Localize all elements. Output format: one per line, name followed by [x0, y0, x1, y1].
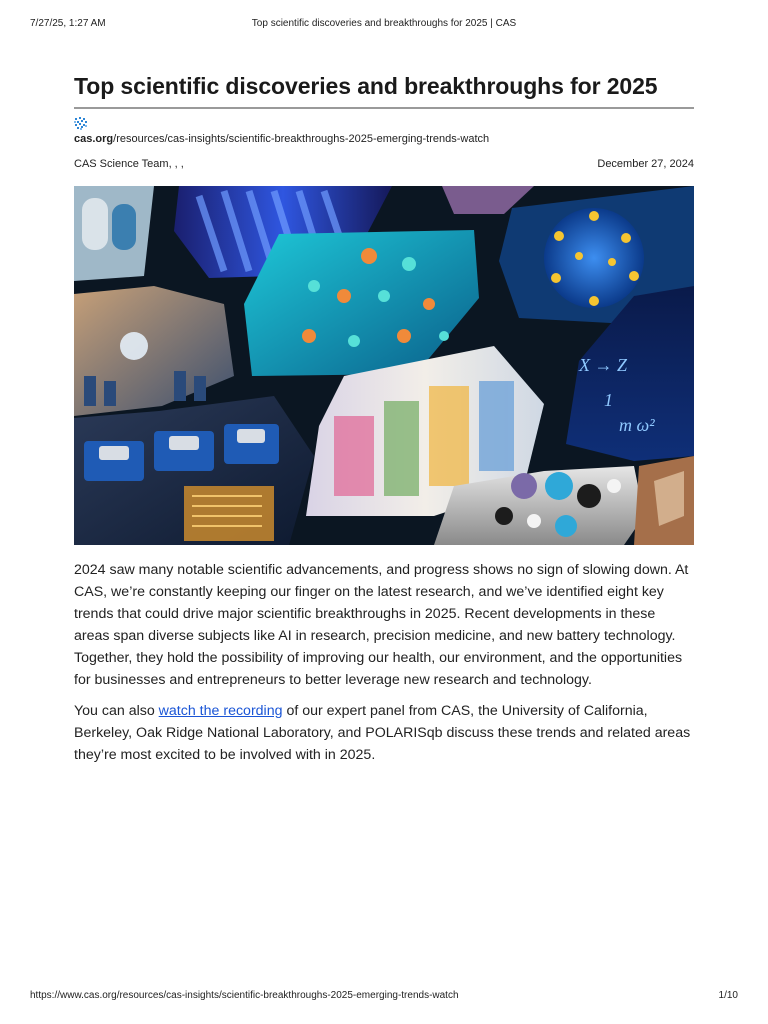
article-meta [74, 158, 694, 172]
recording-text-before: You can also [74, 703, 159, 719]
cas-favicon-icon [74, 117, 88, 130]
source-domain: cas.org [74, 133, 114, 145]
print-timestamp: 7/27/25, 1:27 AM [30, 18, 106, 29]
recording-paragraph [74, 700, 694, 766]
hero-image [74, 186, 694, 545]
article-title: Top scientific discoveries and breakthroughs for 2025 [74, 73, 658, 99]
print-document-title: Top scientific discoveries and breakthroughs for 2025 | CAS [251, 18, 517, 29]
title-divider [74, 107, 694, 109]
watch-recording-link[interactable]: watch the recording [158, 703, 283, 719]
article [74, 70, 694, 775]
print-header [30, 18, 738, 32]
svg-text:m ω²: m ω² [619, 415, 655, 435]
article-authors: CAS Science Team, , , [74, 158, 184, 170]
print-footer [30, 990, 738, 1004]
recording-text-after: of our expert panel from CAS, the University of California, Berkeley, Oak Ridge National Laboratory, and POLARISqb discuss these trends and related areas they’re most excited to be involved with in 2025. [74, 703, 691, 763]
source-url[interactable] [74, 133, 489, 145]
intro-paragraph: 2024 saw many notable scientific advancements, and progress shows no sign of slowing down. At CAS, we’re constantly keeping our finger on the latest research, and we’ve identified eight key trends that could drive major scientific breakthroughs in 2025. Recent developments in these areas span diverse subjects like AI in research, precision medicine, and new battery technology. Together, they hold the possibility of improving our health, our environment, and the opportunities for businesses and entrepreneurs to better leverage new research and technology. [74, 562, 689, 688]
print-footer-url: https://www.cas.org/resources/cas-insights/scientific-breakthroughs-2025-emerging-trends-watch [30, 990, 459, 1001]
page-number: 1/10 [718, 990, 738, 1001]
article-date: December 27, 2024 [597, 158, 694, 170]
article-body [74, 559, 694, 766]
source-path: /resources/cas-insights/scientific-breakthroughs-2025-emerging-trends-watch [113, 133, 490, 145]
svg-text:X → Z: X → Z [579, 355, 628, 375]
source-link[interactable] [74, 117, 694, 147]
svg-text:1: 1 [604, 390, 613, 410]
